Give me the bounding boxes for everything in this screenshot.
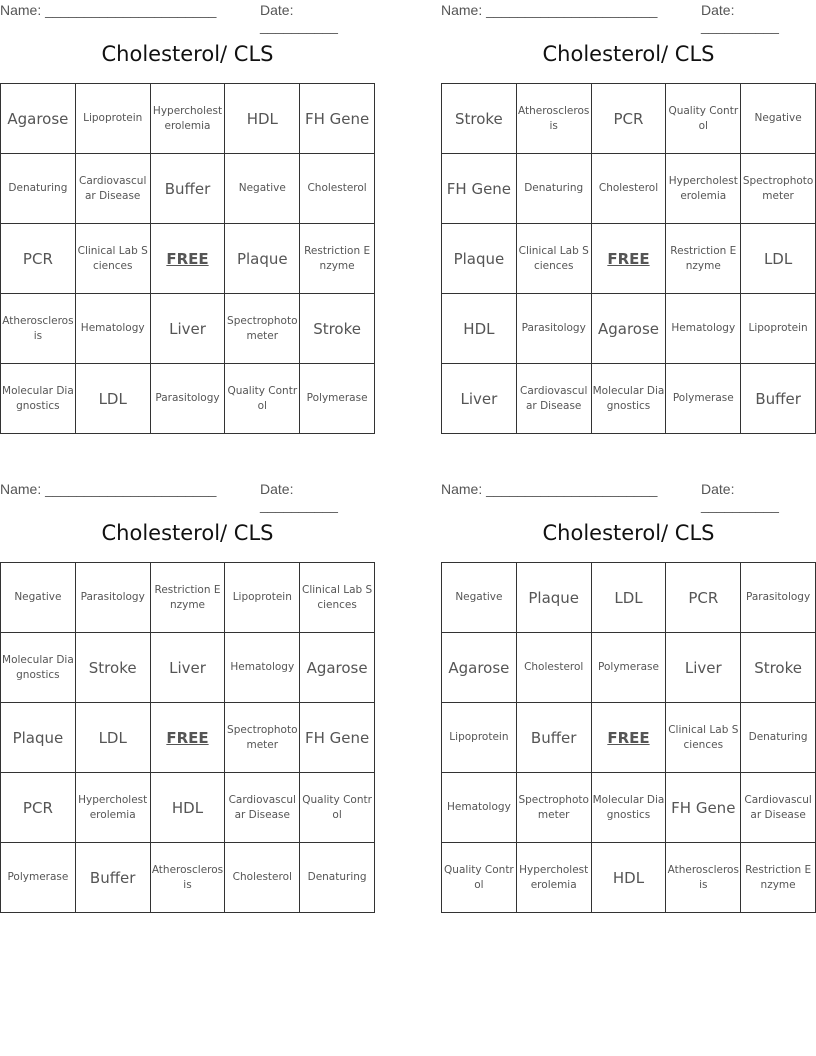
bingo-cell: Cardiovascular Disease: [225, 773, 300, 843]
bingo-cell: PCR: [1, 224, 76, 294]
bingo-cell: Restriction Enzyme: [150, 563, 225, 633]
bingo-cell: Hypercholesterolemia: [516, 843, 591, 913]
bingo-grid: [0, 562, 375, 913]
bingo-grid: [441, 83, 816, 434]
bingo-cell: Polymerase: [591, 633, 666, 703]
bingo-cell: Liver: [442, 364, 517, 434]
bingo-cell: Spectrophotometer: [741, 154, 816, 224]
bingo-card-2: [441, 0, 816, 435]
date-field[interactable]: Date: __________: [701, 2, 779, 34]
bingo-cell: Liver: [150, 633, 225, 703]
name-field[interactable]: Name: ______________________: [441, 2, 658, 18]
bingo-cell: Denaturing: [516, 154, 591, 224]
bingo-cell: Cardiovascular Disease: [75, 154, 150, 224]
bingo-cell: LDL: [75, 364, 150, 434]
bingo-cell: Plaque: [516, 563, 591, 633]
bingo-cell: Stroke: [300, 294, 375, 364]
bingo-cell: Quality Control: [666, 84, 741, 154]
bingo-cell: Quality Control: [300, 773, 375, 843]
bingo-cell: Buffer: [741, 364, 816, 434]
bingo-cell: Molecular Diagnostics: [591, 364, 666, 434]
bingo-cell: Clinical Lab Sciences: [300, 563, 375, 633]
bingo-cell: Restriction Enzyme: [741, 843, 816, 913]
bingo-cell: Quality Control: [225, 364, 300, 434]
bingo-cell: FH Gene: [300, 703, 375, 773]
bingo-cell: Clinical Lab Sciences: [666, 703, 741, 773]
bingo-cell: PCR: [591, 84, 666, 154]
bingo-cell: HDL: [150, 773, 225, 843]
bingo-cell: Plaque: [225, 224, 300, 294]
bingo-cell: Negative: [225, 154, 300, 224]
bingo-cell: Polymerase: [1, 843, 76, 913]
bingo-cell: Cholesterol: [591, 154, 666, 224]
card-header: [0, 479, 375, 513]
card-title: Cholesterol/ CLS: [542, 42, 715, 66]
bingo-card-4: [441, 479, 816, 914]
date-field[interactable]: Date: __________: [260, 2, 338, 34]
bingo-cell: HDL: [442, 294, 517, 364]
bingo-cell: PCR: [666, 563, 741, 633]
card-header: [441, 479, 816, 513]
bingo-cell: HDL: [225, 84, 300, 154]
bingo-cell: Hypercholesterolemia: [150, 84, 225, 154]
bingo-cell: Parasitology: [150, 364, 225, 434]
bingo-cell: Molecular Diagnostics: [1, 633, 76, 703]
bingo-cell: Negative: [1, 563, 76, 633]
bingo-cell: Buffer: [75, 843, 150, 913]
bingo-cell: Liver: [150, 294, 225, 364]
card-title: Cholesterol/ CLS: [101, 521, 274, 545]
bingo-cell: Liver: [666, 633, 741, 703]
free-space: FREE: [591, 224, 666, 294]
bingo-cell: Agarose: [300, 633, 375, 703]
bingo-cell: Atherosclerosis: [1, 294, 76, 364]
bingo-cell: Atherosclerosis: [666, 843, 741, 913]
bingo-cell: Molecular Diagnostics: [591, 773, 666, 843]
free-space: FREE: [591, 703, 666, 773]
bingo-cell: FH Gene: [442, 154, 517, 224]
bingo-cell: Atherosclerosis: [150, 843, 225, 913]
bingo-cell: Buffer: [150, 154, 225, 224]
bingo-cell: Parasitology: [516, 294, 591, 364]
bingo-cell: Clinical Lab Sciences: [516, 224, 591, 294]
bingo-cell: Lipoprotein: [442, 703, 517, 773]
bingo-cell: Hypercholesterolemia: [75, 773, 150, 843]
bingo-cell: Polymerase: [666, 364, 741, 434]
name-field[interactable]: Name: ______________________: [0, 2, 217, 18]
date-field[interactable]: Date: __________: [701, 481, 779, 513]
bingo-cell: Hematology: [666, 294, 741, 364]
free-space: FREE: [150, 224, 225, 294]
bingo-cell: Hematology: [75, 294, 150, 364]
card-header: [0, 0, 375, 34]
bingo-cell: Spectrophotometer: [225, 294, 300, 364]
bingo-cell: Restriction Enzyme: [666, 224, 741, 294]
card-title: Cholesterol/ CLS: [542, 521, 715, 545]
bingo-cell: Cholesterol: [300, 154, 375, 224]
bingo-cell: Negative: [442, 563, 517, 633]
bingo-cell: Agarose: [591, 294, 666, 364]
bingo-cell: Cholesterol: [516, 633, 591, 703]
bingo-cell: Polymerase: [300, 364, 375, 434]
date-field[interactable]: Date: __________: [260, 481, 338, 513]
bingo-cell: Buffer: [516, 703, 591, 773]
bingo-cell: Atherosclerosis: [516, 84, 591, 154]
bingo-cell: Negative: [741, 84, 816, 154]
card-header: [441, 0, 816, 34]
free-space: FREE: [150, 703, 225, 773]
bingo-cell: Agarose: [1, 84, 76, 154]
bingo-cell: Lipoprotein: [741, 294, 816, 364]
bingo-cell: Restriction Enzyme: [300, 224, 375, 294]
card-title: Cholesterol/ CLS: [101, 42, 274, 66]
bingo-cell: Denaturing: [741, 703, 816, 773]
name-field[interactable]: Name: ______________________: [0, 481, 217, 497]
name-field[interactable]: Name: ______________________: [441, 481, 658, 497]
bingo-grid: [441, 562, 816, 913]
bingo-cell: Denaturing: [1, 154, 76, 224]
bingo-cell: Hematology: [442, 773, 517, 843]
bingo-cell: FH Gene: [300, 84, 375, 154]
bingo-cell: Agarose: [442, 633, 517, 703]
bingo-cell: LDL: [75, 703, 150, 773]
bingo-cell: Parasitology: [741, 563, 816, 633]
bingo-card-3: [0, 479, 375, 914]
bingo-cell: Cardiovascular Disease: [741, 773, 816, 843]
bingo-cell: Lipoprotein: [75, 84, 150, 154]
bingo-cell: Molecular Diagnostics: [1, 364, 76, 434]
bingo-cell: Clinical Lab Sciences: [75, 224, 150, 294]
bingo-cell: Spectrophotometer: [516, 773, 591, 843]
bingo-cell: Plaque: [442, 224, 517, 294]
bingo-cell: Cardiovascular Disease: [516, 364, 591, 434]
bingo-cell: Lipoprotein: [225, 563, 300, 633]
bingo-cell: Stroke: [442, 84, 517, 154]
bingo-cell: LDL: [591, 563, 666, 633]
bingo-cell: FH Gene: [666, 773, 741, 843]
bingo-cell: Parasitology: [75, 563, 150, 633]
bingo-cell: PCR: [1, 773, 76, 843]
bingo-grid: [0, 83, 375, 434]
bingo-cell: Denaturing: [300, 843, 375, 913]
bingo-cell: Stroke: [741, 633, 816, 703]
bingo-cell: Cholesterol: [225, 843, 300, 913]
bingo-card-1: [0, 0, 375, 435]
bingo-cell: Spectrophotometer: [225, 703, 300, 773]
bingo-cell: Hematology: [225, 633, 300, 703]
bingo-cell: HDL: [591, 843, 666, 913]
bingo-cell: Quality Control: [442, 843, 517, 913]
bingo-cell: Hypercholesterolemia: [666, 154, 741, 224]
bingo-cell: Plaque: [1, 703, 76, 773]
bingo-cell: LDL: [741, 224, 816, 294]
bingo-cell: Stroke: [75, 633, 150, 703]
